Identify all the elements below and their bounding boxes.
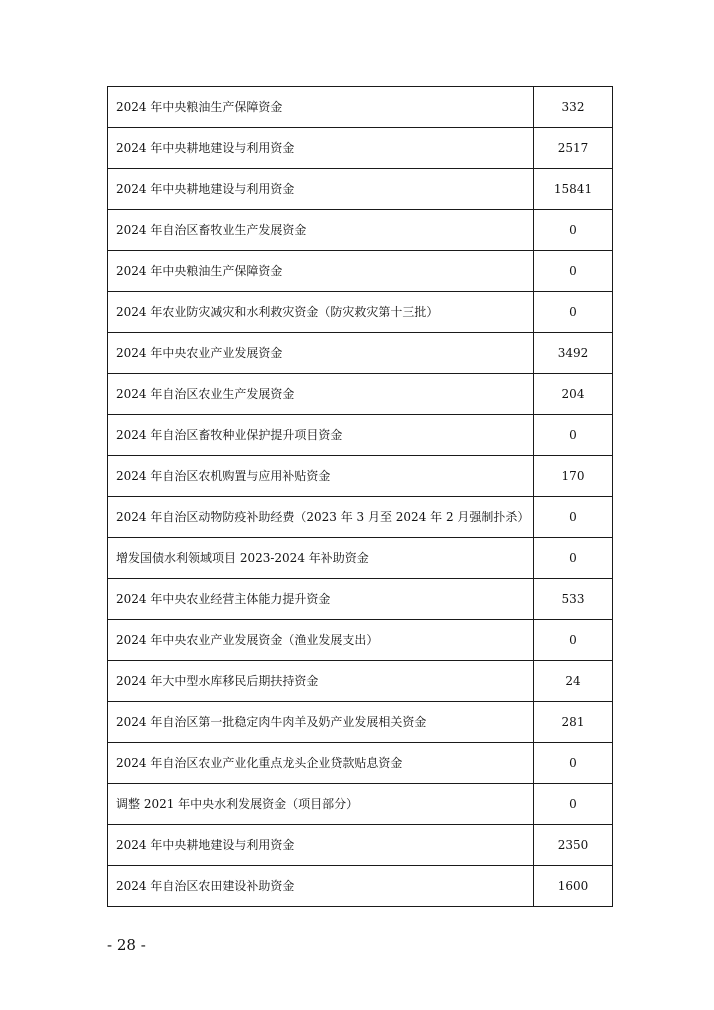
- fund-name-cell: 2024 年中央耕地建设与利用资金: [108, 825, 534, 866]
- fund-amount-cell: 1600: [534, 866, 613, 907]
- fund-amount-cell: 24: [534, 661, 613, 702]
- fund-name-cell: 2024 年中央耕地建设与利用资金: [108, 169, 534, 210]
- table-row: [108, 538, 613, 579]
- fund-name-cell: 2024 年中央农业产业发展资金（渔业发展支出）: [108, 620, 534, 661]
- table-row: [108, 87, 613, 128]
- table-row: [108, 374, 613, 415]
- fund-amount-cell: 0: [534, 743, 613, 784]
- fund-name-cell: 2024 年自治区农业生产发展资金: [108, 374, 534, 415]
- fund-amount-cell: 2350: [534, 825, 613, 866]
- fund-amount-cell: 0: [534, 292, 613, 333]
- fund-table-body: [108, 87, 613, 907]
- fund-name-cell: 2024 年大中型水库移民后期扶持资金: [108, 661, 534, 702]
- fund-amount-cell: 0: [534, 620, 613, 661]
- fund-name-cell: 2024 年自治区畜牧业生产发展资金: [108, 210, 534, 251]
- table-row: [108, 866, 613, 907]
- table-row: [108, 333, 613, 374]
- fund-amount-cell: 0: [534, 251, 613, 292]
- table-row: [108, 825, 613, 866]
- fund-amount-cell: 3492: [534, 333, 613, 374]
- table-row: [108, 415, 613, 456]
- fund-amount-cell: 2517: [534, 128, 613, 169]
- fund-name-cell: 2024 年中央耕地建设与利用资金: [108, 128, 534, 169]
- fund-name-cell: 2024 年中央粮油生产保障资金: [108, 87, 534, 128]
- fund-amount-cell: 0: [534, 415, 613, 456]
- table-row: [108, 702, 613, 743]
- table-row: [108, 743, 613, 784]
- table-row: [108, 292, 613, 333]
- table-row: [108, 497, 613, 538]
- table-row: [108, 128, 613, 169]
- fund-amount-cell: 0: [534, 784, 613, 825]
- fund-name-cell: 2024 年自治区农机购置与应用补贴资金: [108, 456, 534, 497]
- table-row: [108, 579, 613, 620]
- fund-amount-cell: 533: [534, 579, 613, 620]
- table-row: [108, 661, 613, 702]
- fund-amount-cell: 0: [534, 497, 613, 538]
- fund-amount-cell: 170: [534, 456, 613, 497]
- fund-amount-cell: 204: [534, 374, 613, 415]
- table-row: [108, 210, 613, 251]
- fund-name-cell: 2024 年自治区动物防疫补助经费（2023 年 3 月至 2024 年 2 月强制扑杀）: [108, 497, 534, 538]
- fund-amount-cell: 281: [534, 702, 613, 743]
- fund-name-cell: 2024 年中央农业经营主体能力提升资金: [108, 579, 534, 620]
- table-row: [108, 169, 613, 210]
- fund-amount-cell: 332: [534, 87, 613, 128]
- fund-name-cell: 2024 年中央粮油生产保障资金: [108, 251, 534, 292]
- fund-name-cell: 2024 年自治区农业产业化重点龙头企业贷款贴息资金: [108, 743, 534, 784]
- table-row: [108, 456, 613, 497]
- page-number: - 28 -: [107, 936, 146, 954]
- table-row: [108, 251, 613, 292]
- fund-name-cell: 增发国债水利领域项目 2023-2024 年补助资金: [108, 538, 534, 579]
- table-row: [108, 784, 613, 825]
- fund-amount-cell: 15841: [534, 169, 613, 210]
- fund-allocation-table: [107, 86, 613, 907]
- fund-name-cell: 2024 年自治区农田建设补助资金: [108, 866, 534, 907]
- fund-name-cell: 2024 年自治区畜牧种业保护提升项目资金: [108, 415, 534, 456]
- fund-name-cell: 调整 2021 年中央水利发展资金（项目部分）: [108, 784, 534, 825]
- fund-amount-cell: 0: [534, 538, 613, 579]
- fund-name-cell: 2024 年中央农业产业发展资金: [108, 333, 534, 374]
- fund-name-cell: 2024 年自治区第一批稳定肉牛肉羊及奶产业发展相关资金: [108, 702, 534, 743]
- table-row: [108, 620, 613, 661]
- fund-amount-cell: 0: [534, 210, 613, 251]
- fund-name-cell: 2024 年农业防灾减灾和水利救灾资金（防灾救灾第十三批）: [108, 292, 534, 333]
